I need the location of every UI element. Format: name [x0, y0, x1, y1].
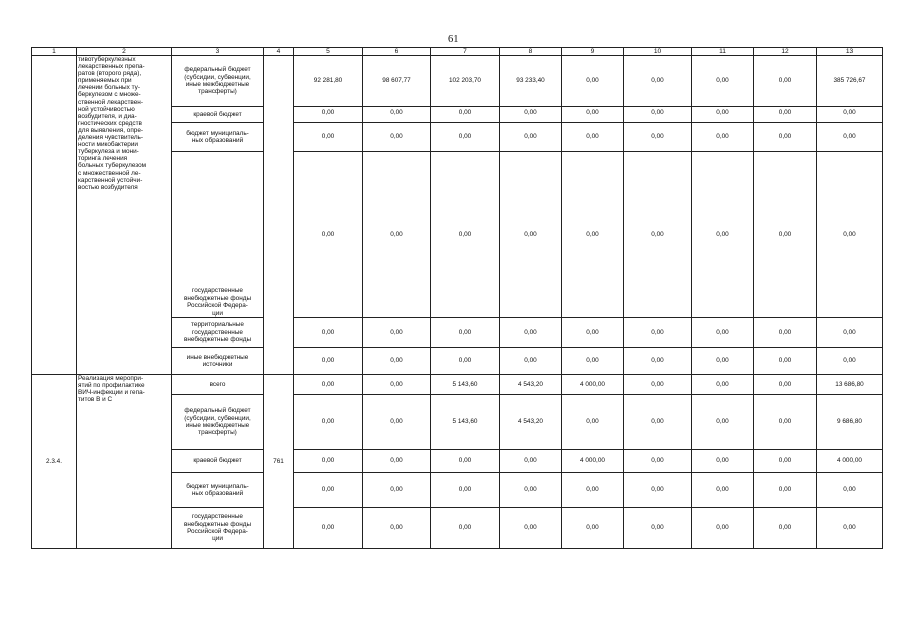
value-cell: 92 281,80 [294, 56, 363, 107]
description-line: ной устойчивостью [78, 105, 135, 113]
source-line: трансферты) [198, 88, 237, 96]
source-line: внебюджетные фонды [183, 336, 252, 344]
value-cell: 0,00 [500, 450, 562, 473]
source-line: ции [212, 309, 223, 317]
value-cell: 0,00 [363, 450, 431, 473]
value-cell: 0,00 [754, 318, 817, 348]
value-cell: 5 143,60 [431, 375, 500, 395]
value-cell: 0,00 [817, 123, 883, 152]
source-line: территориальные [191, 321, 244, 329]
column-number: 10 [624, 48, 692, 56]
value-cell: 0,00 [363, 395, 431, 450]
value-cell: 0,00 [363, 348, 431, 375]
source-line: иные межбюджетные [185, 81, 250, 88]
value-cell: 0,00 [624, 395, 692, 450]
source-line: (субсидии, субвенции, [184, 414, 251, 422]
value-cell: 0,00 [624, 450, 692, 473]
value-cell: 0,00 [294, 318, 363, 348]
item-description-cell [77, 56, 172, 375]
funding-source-cell [172, 395, 264, 450]
description-line: ственной лекарствен- [78, 98, 143, 106]
source-line: государственные [192, 287, 243, 295]
source-line: Российской Федера- [187, 302, 248, 310]
description-line: торинга лечения [78, 155, 128, 163]
value-cell: 0,00 [294, 395, 363, 450]
value-cell: 0,00 [431, 348, 500, 375]
description-line: лекарственных препа- [78, 63, 145, 71]
value-cell: 0,00 [624, 107, 692, 123]
value-cell: 0,00 [624, 348, 692, 375]
value-cell: 0,00 [754, 348, 817, 375]
funding-source-cell [172, 123, 264, 152]
description-line: гностических средств [78, 119, 142, 127]
value-cell: 0,00 [363, 123, 431, 152]
value-cell: 0,00 [562, 123, 624, 152]
value-cell: 0,00 [562, 473, 624, 508]
funding-source-cell [172, 107, 264, 123]
value-cell: 0,00 [692, 123, 754, 152]
table-row [32, 375, 883, 395]
value-cell: 0,00 [431, 152, 500, 318]
description-line: ятий по профилактике [78, 382, 145, 390]
funding-source-cell [172, 508, 264, 549]
page-number: 61 [448, 34, 459, 45]
value-cell: 0,00 [562, 318, 624, 348]
description-line: карственной устойчи- [78, 176, 143, 184]
funding-source-cell [172, 56, 264, 107]
description-line: ности микобактерии [78, 141, 138, 149]
funding-source-cell [172, 375, 264, 395]
value-cell: 0,00 [431, 450, 500, 473]
value-cell: 0,00 [294, 348, 363, 375]
value-cell: 0,00 [294, 450, 363, 473]
value-cell: 0,00 [817, 473, 883, 508]
value-cell: 0,00 [562, 348, 624, 375]
value-cell: 0,00 [500, 348, 562, 375]
value-cell: 0,00 [817, 348, 883, 375]
value-cell: 0,00 [431, 508, 500, 549]
value-cell: 385 726,67 [817, 56, 883, 107]
description-line: применяемых при [78, 77, 132, 85]
description-line: туберкулеза и мони- [78, 148, 139, 156]
description-line: деления чувствитель- [78, 134, 144, 142]
value-cell: 13 686,80 [817, 375, 883, 395]
value-cell: 0,00 [692, 318, 754, 348]
value-cell: 0,00 [817, 318, 883, 348]
value-cell: 0,00 [294, 375, 363, 395]
column-number: 3 [172, 48, 264, 56]
value-cell: 4 543,20 [500, 375, 562, 395]
column-number: 11 [692, 48, 754, 56]
value-cell: 0,00 [294, 123, 363, 152]
source-line: бюджет муниципаль- [186, 482, 249, 490]
source-line: краевой бюджет [193, 457, 242, 465]
value-cell: 98 607,77 [363, 56, 431, 107]
value-cell: 0,00 [817, 152, 883, 318]
value-cell: 0,00 [562, 56, 624, 107]
value-cell: 0,00 [500, 107, 562, 123]
source-line: бюджет муниципаль- [186, 129, 249, 137]
value-cell: 0,00 [624, 473, 692, 508]
value-cell: 102 203,70 [431, 56, 500, 107]
value-cell: 0,00 [500, 473, 562, 508]
value-cell: 0,00 [692, 450, 754, 473]
value-cell: 4 000,00 [562, 375, 624, 395]
value-cell: 0,00 [363, 473, 431, 508]
value-cell: 0,00 [624, 123, 692, 152]
funding-source-cell [172, 450, 264, 473]
value-cell: 0,00 [431, 318, 500, 348]
source-line: ных образований [191, 490, 244, 497]
description-line: лечении больных ту- [78, 84, 140, 92]
value-cell: 9 686,80 [817, 395, 883, 450]
value-cell: 0,00 [500, 152, 562, 318]
value-cell: 0,00 [363, 318, 431, 348]
value-cell: 5 143,60 [431, 395, 500, 450]
source-line: внебюджетные фонды [183, 294, 252, 302]
value-cell: 0,00 [624, 152, 692, 318]
value-cell: 0,00 [363, 107, 431, 123]
column-number: 7 [431, 48, 500, 56]
description-line: с множественной ле- [78, 169, 141, 177]
value-cell: 0,00 [692, 107, 754, 123]
value-cell: 0,00 [562, 107, 624, 123]
value-cell: 0,00 [431, 473, 500, 508]
column-number: 13 [817, 48, 883, 56]
code-cell: 761 [264, 375, 294, 549]
column-number: 6 [363, 48, 431, 56]
column-number-row [32, 48, 883, 56]
source-line: иные межбюджетные [185, 422, 250, 429]
value-cell: 0,00 [754, 508, 817, 549]
description-line: ВИЧ-инфекции и гепа- [78, 389, 145, 397]
value-cell: 0,00 [500, 318, 562, 348]
description-line: востью возбудителя [78, 183, 138, 191]
value-cell: 0,00 [431, 123, 500, 152]
source-line: федеральный бюджет [184, 66, 251, 74]
value-cell: 0,00 [692, 348, 754, 375]
value-cell: 0,00 [294, 473, 363, 508]
item-number-cell: 2.3.4. [32, 375, 77, 549]
table-row [32, 56, 883, 107]
source-line: федеральный бюджет [184, 407, 251, 415]
value-cell: 0,00 [692, 395, 754, 450]
column-number: 8 [500, 48, 562, 56]
column-number: 4 [264, 48, 294, 56]
source-line: государственные [192, 513, 243, 521]
value-cell: 0,00 [754, 56, 817, 107]
funding-table [31, 47, 883, 549]
source-line: краевой бюджет [193, 110, 242, 118]
value-cell: 0,00 [692, 473, 754, 508]
value-cell: 0,00 [754, 473, 817, 508]
description-line: больных туберкулезом [78, 162, 147, 170]
value-cell: 0,00 [294, 107, 363, 123]
source-line: государственные [192, 328, 243, 336]
value-cell: 0,00 [624, 56, 692, 107]
value-cell: 0,00 [624, 508, 692, 549]
value-cell: 0,00 [754, 123, 817, 152]
value-cell: 0,00 [754, 395, 817, 450]
description-line: тивотуберкулезных [78, 56, 136, 63]
source-line: трансферты) [198, 429, 237, 437]
value-cell: 0,00 [817, 107, 883, 123]
code-cell [264, 56, 294, 375]
description-line: Реализация меропри- [78, 375, 144, 382]
source-line: (субсидии, субвенции, [184, 73, 251, 81]
value-cell: 0,00 [692, 375, 754, 395]
source-line: внебюджетные фонды [183, 520, 252, 528]
value-cell: 0,00 [692, 508, 754, 549]
value-cell: 0,00 [431, 107, 500, 123]
value-cell: 0,00 [754, 107, 817, 123]
description-line: беркулезом с множе- [78, 91, 141, 99]
value-cell: 0,00 [363, 152, 431, 318]
column-number: 2 [77, 48, 172, 56]
value-cell: 0,00 [562, 508, 624, 549]
value-cell: 4 000,00 [562, 450, 624, 473]
value-cell: 0,00 [754, 152, 817, 318]
column-number: 9 [562, 48, 624, 56]
value-cell: 93 233,40 [500, 56, 562, 107]
description-line: ратов (второго ряда), [78, 70, 142, 78]
source-line: ции [212, 535, 223, 543]
column-number: 12 [754, 48, 817, 56]
column-number: 5 [294, 48, 363, 56]
value-cell: 0,00 [562, 395, 624, 450]
column-number: 1 [32, 48, 77, 56]
funding-source-cell [172, 473, 264, 508]
source-line: источники [202, 361, 233, 368]
value-cell: 0,00 [754, 375, 817, 395]
funding-source-cell [172, 152, 264, 318]
value-cell: 0,00 [624, 318, 692, 348]
item-number-cell [32, 56, 77, 375]
value-cell: 0,00 [363, 375, 431, 395]
value-cell: 0,00 [363, 508, 431, 549]
value-cell: 0,00 [294, 152, 363, 318]
description-line: возбудителя, и диа- [78, 112, 137, 120]
source-line: иные внебюджетные [186, 353, 249, 361]
value-cell: 0,00 [500, 123, 562, 152]
value-cell: 0,00 [500, 508, 562, 549]
description-line: для выявления, опре- [78, 126, 144, 134]
value-cell: 0,00 [754, 450, 817, 473]
source-line: Российской Федера- [187, 528, 248, 535]
funding-source-cell [172, 348, 264, 375]
source-line: ных образований [191, 137, 244, 144]
value-cell: 0,00 [817, 508, 883, 549]
value-cell: 4 543,20 [500, 395, 562, 450]
value-cell: 0,00 [692, 152, 754, 318]
description-line: титов В и С [78, 396, 113, 404]
value-cell: 0,00 [294, 508, 363, 549]
value-cell: 0,00 [562, 152, 624, 318]
value-cell: 0,00 [624, 375, 692, 395]
item-description-cell [77, 375, 172, 549]
value-cell: 0,00 [692, 56, 754, 107]
source-line: всего [209, 380, 226, 388]
funding-source-cell [172, 318, 264, 348]
value-cell: 4 000,00 [817, 450, 883, 473]
